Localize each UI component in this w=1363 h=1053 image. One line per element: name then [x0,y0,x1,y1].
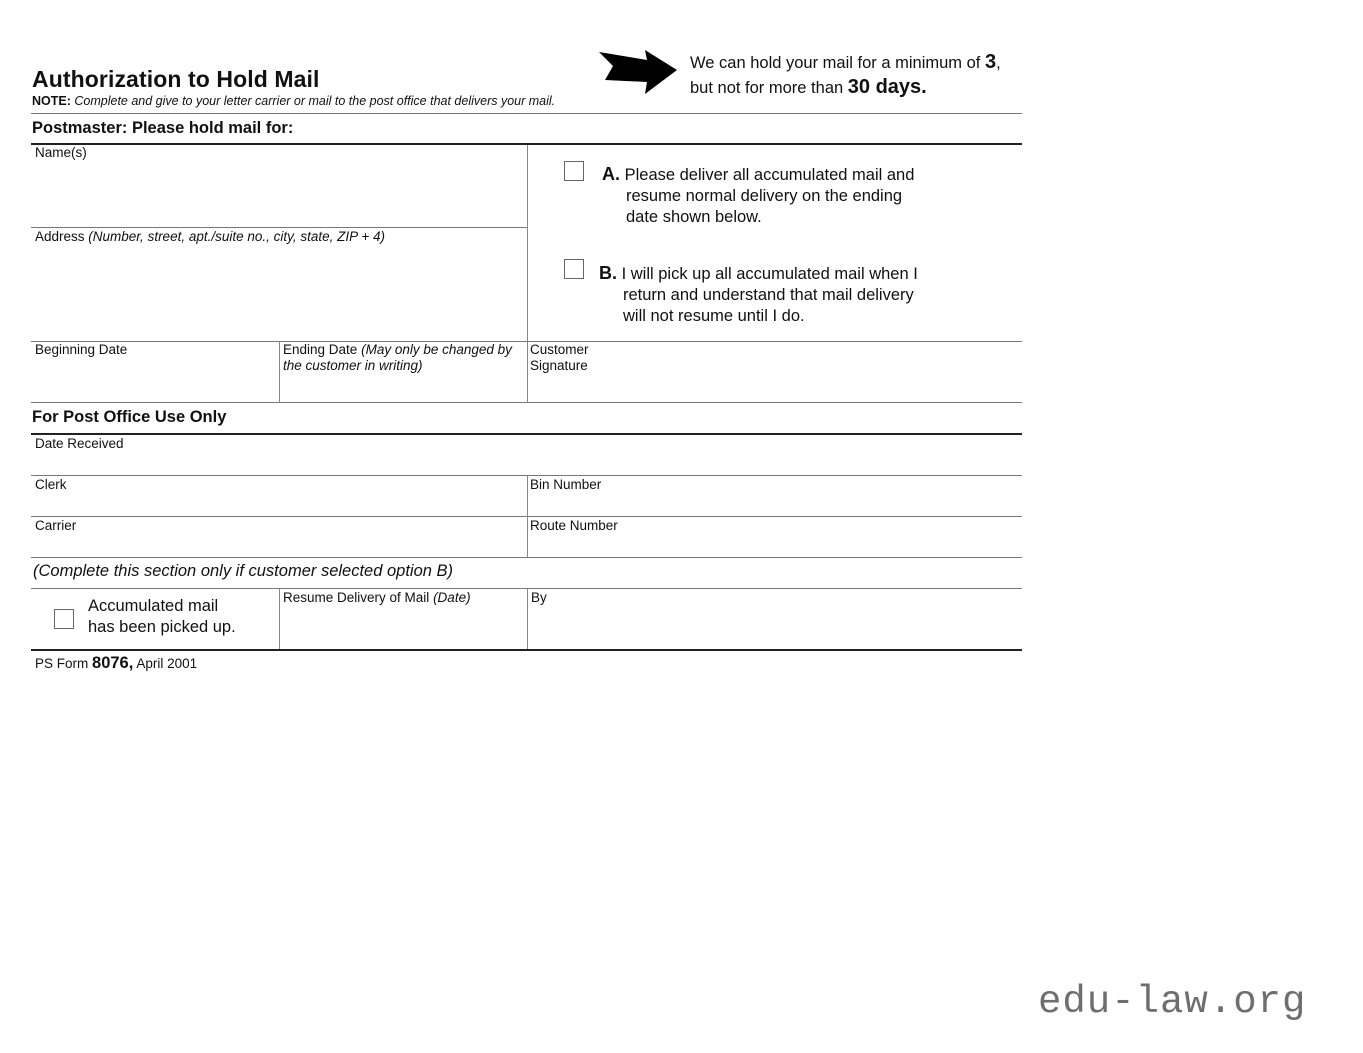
customer-signature-label: Customer Signature [530,342,589,373]
route-number-field[interactable] [528,534,1021,556]
bin-number-field[interactable] [528,493,1021,515]
watermark: edu-law.org [1038,980,1307,1024]
address-field[interactable] [31,246,526,340]
customer-signature-field[interactable] [600,345,1020,401]
date-received-label: Date Received [35,436,124,451]
route-number-label: Route Number [530,518,618,533]
date-received-field[interactable] [31,452,1021,474]
bin-number-label: Bin Number [530,477,602,492]
note-text: Complete and give to your letter carrier or mail to the post office that delivers your mail. [74,94,556,108]
by-field[interactable] [528,606,1021,649]
address-hint: (Number, street, apt./suite no., city, state, ZIP + 4) [88,229,386,244]
form-number: 8076, [92,654,134,672]
form-title: Authorization to Hold Mail [32,66,320,92]
divider [31,341,1022,342]
names-field[interactable] [31,162,526,226]
names-label: Name(s) [35,145,87,160]
option-b-text: B. I will pick up all accumulated mail when I return and understand that mail delivery will not resume until I do. [599,263,918,325]
hold-duration-message: We can hold your mail for a minimum of 3, but not for more than 30 days. [690,51,1001,98]
option-b-checkbox[interactable] [564,259,584,279]
divider [31,227,527,228]
right-arrow-icon [599,50,679,96]
divider [31,113,1022,114]
divider [31,649,1022,651]
ending-date-field[interactable] [280,374,526,401]
post-office-heading: For Post Office Use Only [32,408,227,426]
picked-up-label: Accumulated mail has been picked up. [88,597,236,636]
form-footer: PS Form 8076, April 2001 [35,654,198,672]
divider [31,402,1022,403]
beginning-date-field[interactable] [31,358,277,401]
option-b-section-heading: (Complete this section only if customer selected option B) [33,562,454,580]
carrier-field[interactable] [31,534,526,556]
note-label: NOTE: [32,94,71,108]
divider [527,145,528,402]
beginning-date-label: Beginning Date [35,342,128,357]
ending-date-label: Ending Date (May only be changed by the customer in writing) [283,342,512,373]
maximum-days: 30 days. [847,76,927,98]
minimum-days: 3 [984,51,997,73]
picked-up-checkbox[interactable] [54,609,74,629]
divider [31,557,1022,558]
form-note [32,94,555,108]
postmaster-heading: Postmaster: Please hold mail for: [32,119,294,137]
by-label: By [531,590,547,605]
option-a-checkbox[interactable] [564,161,584,181]
carrier-label: Carrier [35,518,77,533]
resume-delivery-label: Resume Delivery of Mail (Date) [283,590,471,605]
clerk-label: Clerk [35,477,67,492]
divider [31,433,1022,435]
resume-delivery-date-field[interactable] [280,606,526,649]
clerk-field[interactable] [31,493,526,515]
divider [527,476,528,557]
address-label: Address (Number, street, apt./suite no., city, state, ZIP + 4) [35,229,386,244]
option-a-text: A. Please deliver all accumulated mail and resume normal delivery on the ending date shown below. [602,164,915,226]
